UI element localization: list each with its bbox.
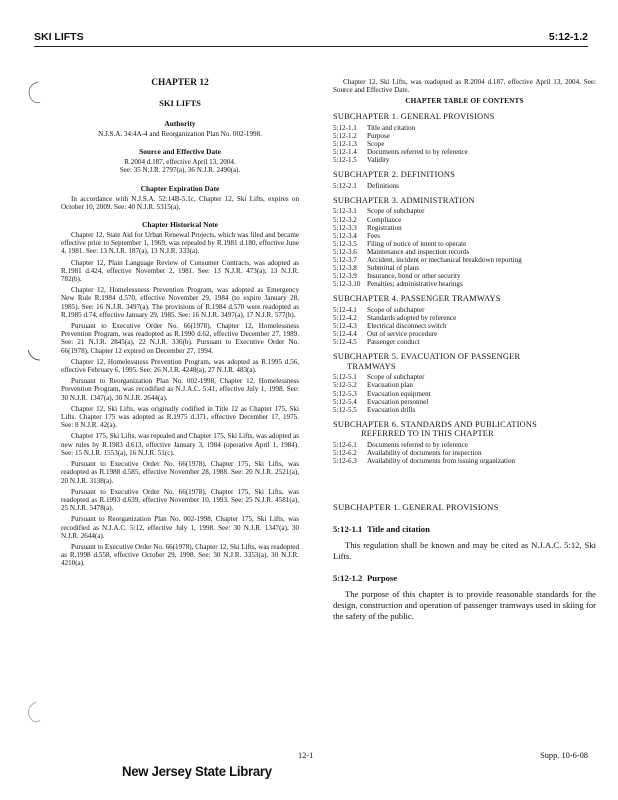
toc-subchapter-heading: SUBCHAPTER 3. ADMINISTRATION bbox=[333, 195, 475, 205]
page-number: 12-1 bbox=[298, 751, 314, 760]
toc-entry[interactable]: 5:12-2.1 Definitions bbox=[333, 181, 399, 190]
toc-subchapter bbox=[333, 170, 596, 190]
running-header bbox=[34, 31, 588, 45]
toc-subchapter bbox=[333, 420, 596, 465]
toc-heading: CHAPTER TABLE OF CONTENTS bbox=[405, 97, 524, 106]
left-column bbox=[61, 78, 299, 571]
toc-subchapter-heading: SUBCHAPTER 6. STANDARDS AND PUBLICATIONS REFERRED TO IN THIS CHAPTER bbox=[333, 419, 537, 439]
toc-entry[interactable]: 5:12-4.4 Out of service procedure bbox=[333, 330, 438, 339]
toc-entry[interactable]: 5:12-5.1 Scope of subchapter bbox=[333, 373, 425, 382]
punch-hole-icon bbox=[24, 80, 42, 106]
authority-heading: Authority bbox=[164, 119, 196, 128]
history-paragraph: Chapter 12, State Aid for Urban Renewal Projects, which was filed and became effective prior to September 1, 1969, was repealed by R.1981 d.180, effective June 4, 1981. See: 13 N.J.R. 187(a), 13 N.J.R. 333(a). bbox=[61, 231, 299, 256]
authority-text: N.J.S.A. 34:4A-4 and Reorganization Plan No. 002-1998. bbox=[98, 130, 262, 138]
history-paragraph: Pursuant to Executive Order No. 66(1978), Chapter 12, Homelessness Prevention Program, was readopted as R.1990 d.62, effective December 27, 1989. See: 21 N.J.R. 2845(a), 22 N.J.R. 336(b). Pursuant to Executive Order No. 66(1978), Chapter 12 expired on December 27, 1994. bbox=[61, 322, 299, 355]
toc-subchapter-heading: SUBCHAPTER 1. GENERAL PROVISIONS bbox=[333, 112, 495, 122]
section-text: The purpose of this chapter is to provide reasonable standards for the design, construction and operation of passenger tramways used in skiing for the safety of the public. bbox=[333, 589, 596, 621]
toc-entry[interactable]: 5:12-1.3 Scope bbox=[333, 140, 385, 149]
toc-entry[interactable]: 5:12-6.2 Availability of documents for inspection bbox=[333, 448, 482, 457]
toc-entry[interactable]: 5:12-3.6 Maintenance and inspection records bbox=[333, 247, 470, 256]
toc-entry[interactable]: 5:12-3.7 Accident, incident or mechanical breakdown reporting bbox=[333, 256, 522, 265]
chapter-number: CHAPTER 12 bbox=[151, 78, 209, 88]
toc-subchapter bbox=[333, 294, 596, 346]
history-paragraph: Pursuant to Executive Order No. 66(1978), Chapter 175, Ski Lifts, was readopted as R.1993 d.639, effective November 10, 1993. See: 25 N.J.R. 4581(a), 25 N.J.R. 5478(a). bbox=[61, 487, 299, 513]
punch-hole-icon bbox=[24, 346, 42, 372]
history-paragraph: Pursuant to Reorganization Plan No. 002-1998, Chapter 175, Ski Lifts, was recodified as N.J.A.C. 5:12, effective July 1, 1998. See: 30 N.J.R. 1347(a), 30 N.J.R. 2644(a). bbox=[61, 515, 299, 540]
history-heading: Chapter Historical Note bbox=[142, 220, 218, 230]
toc-entry[interactable]: 5:12-5.2 Evacuation plan bbox=[333, 381, 413, 390]
history-paragraph: Pursuant to Executive Order No. 66(1978), Chapter 175, Ski Lifts, was readopted as R.1988 d.585, effective November 28, 1988. See: 20 N.J.R. 2521(a), 20 N.J.R. 3138(a). bbox=[61, 460, 299, 485]
history-paragraph: Chapter 12, Homelessness Prevention Program, was adopted as Emergency New Rule R.1984 d.570, effective November 29, 1984 (to expire January 28, 1985). See: 16 N.J.R. 3497(a). The provisions of R.1984 d.570 were readopted as R.1985 d.74, effective January 29, 1985. See: 16 N.J.R. 3497(a), 17 N.J.R. 577(b). bbox=[61, 286, 299, 319]
subchapter-heading: SUBCHAPTER 1. GENERAL PROVISIONS bbox=[333, 502, 499, 513]
toc-entry[interactable]: 5:12-3.10 Penalties; administrative hearings bbox=[333, 280, 463, 289]
toc-entry[interactable]: 5:12-5.4 Evacuation personnel bbox=[333, 397, 429, 406]
toc-entry[interactable]: 5:12-3.3 Registration bbox=[333, 223, 402, 232]
expiration-text: In accordance with N.J.S.A. 52:14B-5.1c, Chapter 12, Ski Lifts, expires on October 10, 2009. See: 40 N.J.R. 5315(a). bbox=[61, 194, 299, 211]
source-line-2: See: 35 N.J.R. 2797(a), 36 N.J.R. 2490(a). bbox=[119, 166, 241, 175]
toc-entry[interactable]: 5:12-4.1 Scope of subchapter bbox=[333, 305, 425, 314]
toc-subchapter-heading: SUBCHAPTER 2. DEFINITIONS bbox=[333, 170, 456, 180]
toc-entry[interactable]: 5:12-4.3 Electrical disconnect switch bbox=[333, 322, 447, 331]
toc-entry[interactable]: 5:12-5.5 Evacuation drills bbox=[333, 405, 416, 414]
header-title: SKI LIFTS bbox=[34, 31, 84, 43]
toc-entry[interactable]: 5:12-1.2 Purpose bbox=[333, 132, 390, 140]
toc-entry[interactable]: 5:12-3.5 Filing of notice of intent to operate bbox=[333, 239, 467, 248]
toc-subchapter-heading: SUBCHAPTER 4. PASSENGER TRAMWAYS bbox=[333, 294, 501, 304]
toc-subchapter bbox=[333, 352, 596, 413]
header-rule bbox=[34, 46, 588, 47]
library-stamp: New Jersey State Library bbox=[122, 763, 272, 779]
toc-entry[interactable]: 5:12-1.4 Documents referred to by reference bbox=[333, 148, 468, 157]
history-paragraph: Chapter 12, Ski Lifts, was originally codified in Title 12 as Chapter 175, Ski Lifts. Chapter 175 was adopted as R.1975 d.371, effective December 17, 1975. See: 8 N.J.R. 42(a). bbox=[61, 404, 299, 430]
toc-subchapter bbox=[333, 196, 596, 288]
chapter-title: SKI LIFTS bbox=[159, 98, 201, 108]
toc-entry[interactable]: 5:12-4.5 Passenger conduct bbox=[333, 338, 420, 347]
history-paragraph: Chapter 12, Plain Language Review of Consumer Contracts, was adopted as R.1981 d.424, effective November 2, 1981. See: 13 N.J.R. 473(a), 13 N.J.R. 782(b). bbox=[61, 258, 299, 284]
history-paragraph: Pursuant to Executive Order No. 66(1978), Chapter 12, Ski Lifts, was readopted as R.1998 d.558, effective October 29, 1998. See: 30 N.J.R. 3353(a), 30 N.J.R. 4210(a). bbox=[61, 542, 299, 568]
toc-entry[interactable]: 5:12-3.8 Submittal of plans bbox=[333, 264, 420, 273]
history-paragraph: Chapter 175, Ski Lifts, was repealed and Chapter 175, Ski Lifts, was adopted as new rules by R.1983 d.613, effective January 3, 1984 (operative April 1, 1984). See: 15 N.J.R. 1553(a), 16 N.J.R. 51(c). bbox=[61, 432, 299, 457]
toc-entry[interactable]: 5:12-6.3 Availability of documents from issuing organization bbox=[333, 457, 516, 466]
punch-hole-icon bbox=[24, 700, 42, 726]
toc-entry[interactable]: 5:12-4.2 Standards adopted by reference bbox=[333, 314, 457, 322]
toc-entry[interactable]: 5:12-3.4 Fees bbox=[333, 231, 381, 240]
toc-subchapter-heading: SUBCHAPTER 5. EVACUATION OF PASSENGER TRAMWAYS bbox=[333, 352, 521, 371]
toc-entry[interactable]: 5:12-3.9 Insurance, bond or other security bbox=[333, 272, 461, 281]
toc-entry[interactable]: 5:12-1.5 Validity bbox=[333, 156, 390, 165]
toc-entry[interactable]: 5:12-5.3 Evacuation equipment bbox=[333, 389, 431, 398]
section-text: This regulation shall be known and may be cited as N.J.A.C. 5:12, Ski Lifts. bbox=[333, 540, 596, 561]
history-paragraph: Chapter 12, Homelessness Prevention Program, was adopted as R.1995 d.56, effective February 6, 1995. See: 26 N.J.R. 4248(a), 27 N.J.R. 483(a). bbox=[61, 357, 299, 375]
section-heading: 5:12-1.1 Title and citation bbox=[333, 524, 430, 535]
toc-subchapter bbox=[333, 112, 596, 164]
supplement-date: Supp. 10-6-08 bbox=[540, 751, 588, 760]
toc-entry[interactable]: 5:12-3.1 Scope of subchapter bbox=[333, 207, 425, 216]
header-section: 5:12-1.2 bbox=[548, 31, 588, 43]
history-paragraph: Pursuant to Reorganization Plan No. 002-1998, Chapter 12, Homelessness Prevention Program, was recodified as N.J.A.C. 5:41, effective July 1, 1998. See: 30 N.J.R. 1347(a), 30 N.J.R. 2644(a). bbox=[61, 377, 299, 402]
toc-entry[interactable]: 5:12-3.2 Compliance bbox=[333, 215, 402, 224]
toc-entry[interactable]: 5:12-6.1 Documents referred to by reference bbox=[333, 440, 468, 449]
source-heading: Source and Effective Date bbox=[139, 147, 221, 157]
toc-entry[interactable]: 5:12-1.1 Title and citation bbox=[333, 123, 416, 132]
readoption-note: Chapter 12, Ski Lifts, was readopted as R.2004 d.187, effective April 13, 2004. See: Source and Effective Date. bbox=[333, 78, 596, 95]
right-column bbox=[333, 78, 596, 621]
source-line-1: R.2004 d.187, effective April 13, 2004. bbox=[124, 158, 236, 167]
section-heading: 5:12-1.2 Purpose bbox=[333, 573, 398, 584]
expiration-heading: Chapter Expiration Date bbox=[140, 183, 220, 193]
